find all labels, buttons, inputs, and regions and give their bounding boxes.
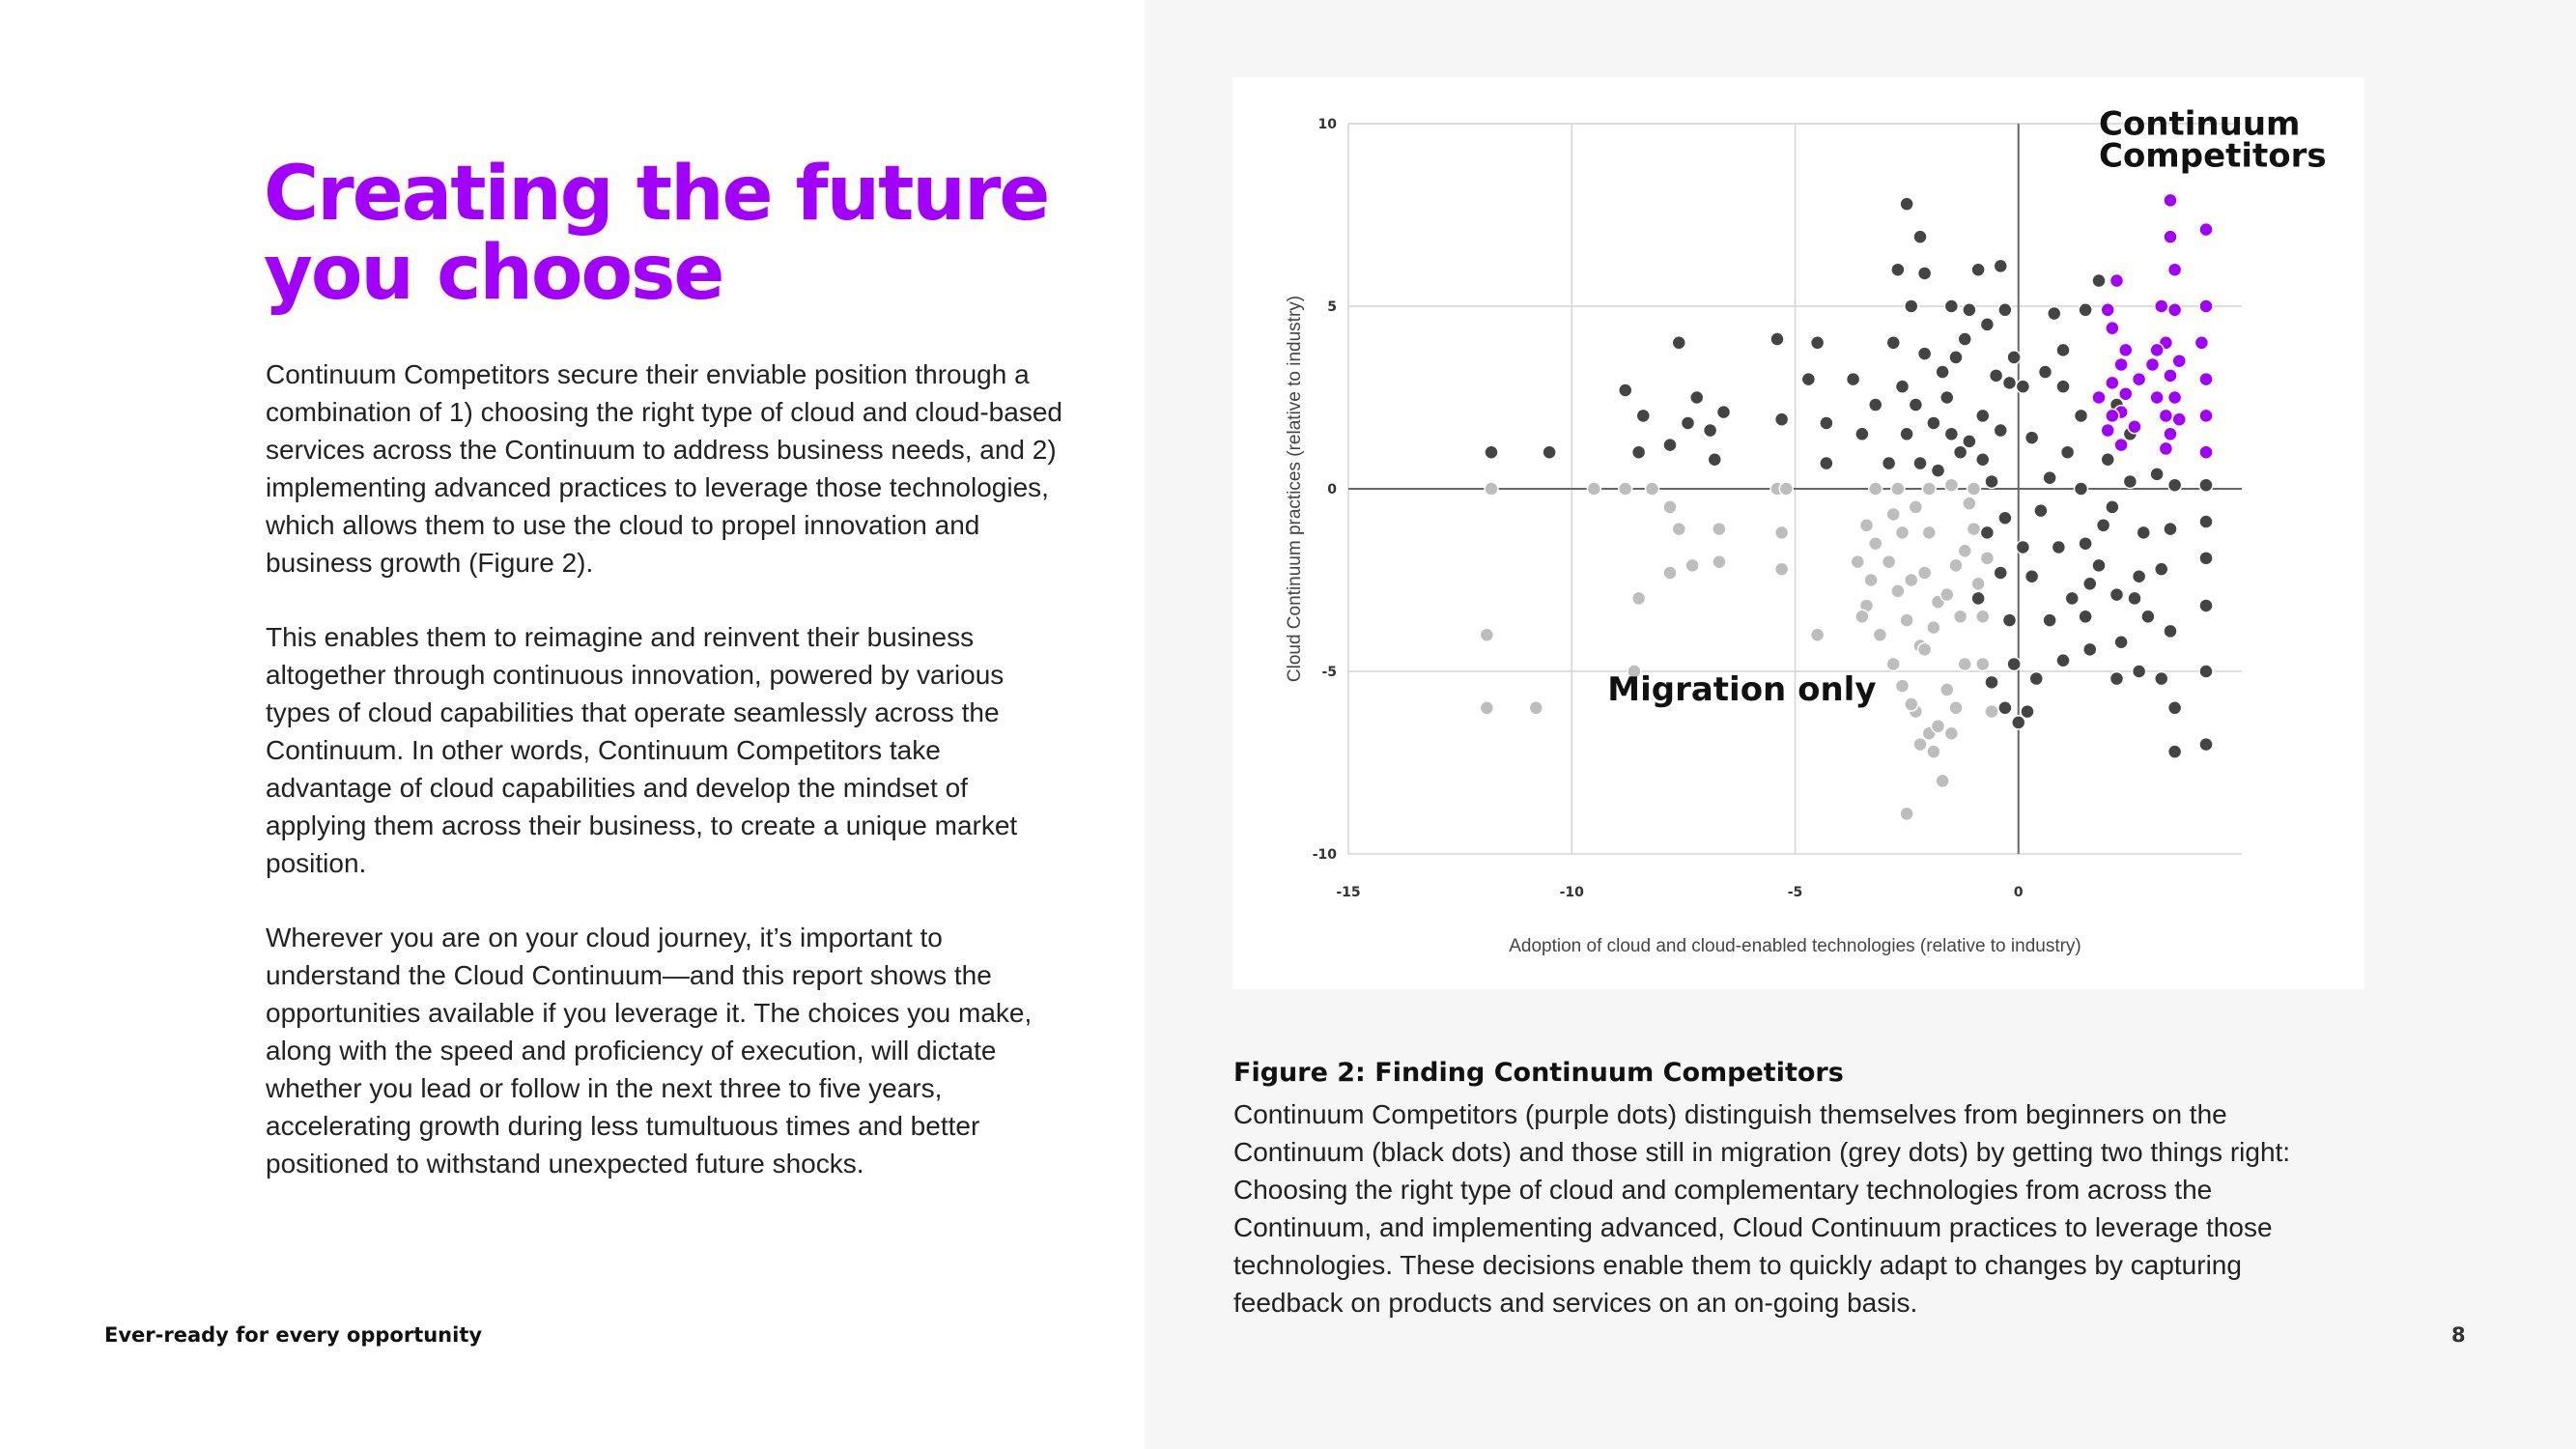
data-point [2114,357,2128,371]
data-point [1855,610,1869,623]
x-tick-label: -10 [1559,885,1584,900]
data-point [2110,274,2124,288]
data-point [1985,705,1998,719]
data-point [1900,613,1913,627]
data-point [1994,259,2007,272]
data-point [2199,373,2213,386]
data-point [1896,380,1910,393]
data-point [2016,540,2029,554]
data-point [2199,515,2213,528]
annotation-migration-only: Migration only [1607,670,1877,710]
data-point [2119,387,2133,401]
data-point [2106,322,2119,335]
data-point [2097,519,2110,532]
data-point [2056,343,2070,356]
data-point [2133,665,2146,678]
data-point [1967,482,1981,496]
data-point [1909,500,1922,514]
data-point [1998,511,2012,525]
data-point [2199,738,2213,752]
data-point [2133,570,2146,583]
x-tick-label: -15 [1336,885,1361,900]
data-point [2083,642,2097,656]
data-point [1971,263,1985,276]
y-tick-label: 0 [1327,482,1337,497]
data-point [1485,482,1498,496]
data-point [1864,574,1878,587]
data-point [1913,738,1927,752]
data-point [2137,526,2150,539]
data-point [1976,610,1990,623]
data-point [1905,697,1918,711]
data-point [1869,482,1882,496]
data-point [1480,701,1493,715]
page-number: 8 [2451,1323,2466,1347]
data-point [2128,420,2141,434]
data-point [1801,373,1815,386]
data-point [1587,482,1600,496]
data-point [1905,574,1918,587]
data-point [2110,588,2124,602]
data-point [1820,457,1833,470]
y-tick-label: -5 [1321,665,1337,680]
data-point [1619,482,1632,496]
data-point [1913,457,1927,470]
chart-card [1232,77,2364,989]
data-point [1682,416,1695,430]
data-point [2168,303,2182,317]
data-point [1958,657,1971,670]
data-point [1851,555,1864,569]
data-point [1860,519,1874,532]
data-point [2021,705,2034,719]
data-point [2159,441,2172,455]
data-point [1940,391,1954,405]
data-point [1944,427,1958,440]
data-point [2159,409,2172,422]
data-point [2164,427,2177,440]
data-point [2025,570,2039,583]
x-axis-label: Adoption of cloud and cloud-enabled technologies (relative to industry) [1509,936,2081,956]
data-point [1932,720,1945,733]
data-point [1918,347,1932,360]
data-point [1873,628,1886,641]
data-point [1958,544,1971,557]
data-point [2164,230,2177,243]
data-point [2003,376,2017,389]
data-point [2168,745,2182,758]
data-point [2106,376,2119,389]
data-point [1936,774,1949,787]
body-paragraph-1: Continuum Competitors secure their enviable position through a combination of 1) choosing the right type of cloud and cloud-based services across the Continuum to address business needs, and 2) implementing advanced practices to leverage those technologies, which allows them to use the cloud to propel innovation and business growth (Figure 2). [266,359,1062,578]
data-point [1922,482,1936,496]
data-point [2012,716,2025,729]
data-point [1954,445,1967,459]
data-point [2155,562,2168,576]
data-point [1704,424,1717,438]
data-point [1717,406,1731,419]
data-point [1958,332,1971,346]
data-point [1896,679,1910,693]
data-point [1485,445,1498,459]
data-point [2199,445,2213,459]
series-migration-only [1480,478,1998,820]
data-point [1646,482,1659,496]
data-point [2034,504,2048,518]
data-point [2110,672,2124,686]
data-points [1480,193,2213,820]
data-point [1882,457,1896,470]
data-point [2061,445,2075,459]
data-point [1869,537,1882,551]
data-point [1632,591,1646,605]
data-point [1971,591,1985,605]
y-tick-label: -10 [1312,847,1337,863]
data-point [1811,336,1825,350]
data-point [1619,384,1632,397]
y-axis-label: Cloud Continuum practices (relative to industry) [1285,295,1305,683]
data-point [1663,439,1677,452]
data-point [1922,526,1936,539]
figure-title: Figure 2: Finding Continuum Competitors [1233,1058,1844,1088]
annotation-continuum-competitors-line2: Competitors [2099,136,2327,176]
data-point [2101,424,2114,438]
data-point [1847,373,1860,386]
data-point [2119,343,2133,356]
data-point [2007,657,2021,670]
data-point [1918,566,1932,580]
data-point [1886,336,1900,350]
data-point [1994,424,2007,438]
data-point [2199,599,2213,612]
footer-label: Ever-ready for every opportunity [104,1323,483,1347]
data-point [1663,500,1677,514]
data-point [2092,391,2106,405]
data-point [1713,523,1726,536]
data-point [1918,267,1932,280]
data-point [1927,745,1940,758]
data-point [2007,351,2021,364]
data-point [2168,478,2182,492]
data-point [1909,398,1922,412]
data-point [2052,540,2065,554]
data-point [2199,552,2213,565]
data-point [1949,351,1963,364]
data-point [2133,373,2146,386]
data-point [2155,672,2168,686]
y-tick-label: 10 [1317,117,1337,132]
data-point [1967,523,1981,536]
data-point [1811,628,1825,641]
data-point [2164,624,2177,638]
data-point [2155,299,2168,313]
data-point [1891,482,1905,496]
figure-caption: Continuum Competitors (purple dots) distinguish themselves from beginners on the Continuum (black dots) and those still in migration (grey dots) by getting two things right: Choosing the right type of cloud and complementary technologies from across the Continuum, and implementing advanced, Cloud Continuum practices to leverage those technologies. These decisions enable them to quickly adapt to changes by capturing feedback on products and services on an on-going basis. [1233,1099,2291,1318]
data-point [2025,431,2039,444]
data-point [1685,558,1699,572]
data-point [2199,299,2213,313]
data-point [1891,584,1905,598]
body-paragraph-3: Wherever you are on your cloud journey, it’s important to understand the Cloud Continuum—and this report shows the opportunities available if you leverage it. The choices you make, along with the speed and proficiency of execution, will dictate whether you lead or follow in the next three to five years, accelerating growth during less tumultuous times and better positioned to withstand unexpected future shocks. [266,923,1033,1179]
data-point [2092,274,2106,288]
data-point [2150,391,2164,405]
data-point [1543,445,1556,459]
data-point [1820,416,1833,430]
data-point [1896,526,1910,539]
data-point [1944,478,1958,492]
data-point [1882,555,1896,569]
data-point [1672,523,1685,536]
body-paragraph-2: This enables them to reimagine and reinvent their business altogether through continuous innovation, powered by various types of cloud capabilities that operate seamlessly across the Continuum. In other words, Continuum Competitors take advantage of cloud capabilities and develop the mindset of applying them across their business, to create a unique market position. [266,622,1018,878]
data-point [2106,500,2119,514]
data-point [2003,613,2017,627]
data-point [2056,654,2070,668]
data-point [2039,365,2052,379]
data-point [2075,482,2088,496]
data-point [1672,336,1685,350]
data-point [1886,657,1900,670]
data-point [2123,474,2137,488]
data-point [1905,299,1918,313]
data-point [1944,726,1958,740]
data-point [1976,453,1990,467]
data-point [1980,526,1994,539]
data-point [2150,468,2164,481]
data-point [1990,369,2003,383]
data-point [1855,427,1869,440]
data-point [1949,558,1963,572]
data-point [2172,355,2186,368]
data-point [2199,409,2213,422]
data-point [2146,357,2160,371]
data-point [1900,807,1913,820]
data-point [1963,497,1976,510]
data-point [2164,193,2177,207]
data-point [1963,435,1976,448]
data-point [1932,464,1945,477]
data-point [2043,613,2056,627]
data-point [2016,380,2029,393]
data-point [1949,701,1963,715]
y-tick-label: 5 [1327,299,1337,315]
data-point [2164,369,2177,383]
data-point [1998,303,2012,317]
data-point [1632,445,1646,459]
data-point [2141,610,2155,623]
data-point [1954,610,1967,623]
data-point [2065,591,2079,605]
series-continuum-competitors [2092,193,2213,459]
data-point [1779,482,1793,496]
data-point [1886,507,1900,521]
data-point [1940,588,1954,602]
data-point [1994,566,2007,580]
data-point [2164,523,2177,536]
data-point [2056,380,2070,393]
data-point [2101,453,2114,467]
data-point [1775,412,1789,426]
data-point [2168,701,2182,715]
data-point [1869,398,1882,412]
data-point [1963,303,1976,317]
data-point [2079,303,2092,317]
data-point [1980,552,1994,565]
data-point [1708,453,1721,467]
scatter-chart [1232,77,2364,989]
data-point [1663,566,1677,580]
data-point [2101,303,2114,317]
data-point [1940,683,1954,696]
data-point [1775,526,1789,539]
annotation-continuum-competitors: Continuum [2099,104,2301,144]
data-point [2048,307,2061,321]
data-point [2106,409,2119,422]
data-point [2199,478,2213,492]
data-point [1985,675,1998,689]
data-point [2075,409,2088,422]
data-point [2199,665,2213,678]
data-point [1480,628,1493,641]
data-point [1529,701,1543,715]
data-point [2043,471,2056,485]
data-point [1690,391,1704,405]
data-point [1900,427,1913,440]
data-point [2092,558,2106,572]
data-point [1976,657,1990,670]
data-point [2114,636,2128,649]
data-point [1918,642,1932,656]
page-title: Creating the future you choose [264,151,1049,317]
data-point [2199,223,2213,237]
data-point [2172,412,2186,426]
data-point [1775,562,1789,576]
data-point [1927,621,1940,635]
x-tick-label: -5 [1787,885,1803,900]
data-point [1891,263,1905,276]
data-point [2150,343,2164,356]
data-point [1936,365,1949,379]
data-point [1998,701,2012,715]
data-point [2079,610,2092,623]
data-point [1636,409,1650,422]
data-point [2194,336,2208,350]
data-point [2128,591,2141,605]
data-point [1927,416,1940,430]
data-point [1971,577,1985,590]
data-point [2079,537,2092,551]
x-tick-label: 0 [2013,885,2024,900]
data-point [2029,672,2043,686]
data-point [2083,577,2097,590]
data-point [2168,263,2182,276]
data-point [1770,332,1784,346]
data-point [1985,474,1998,488]
data-point [1976,409,1990,422]
data-point [2168,391,2182,405]
data-point [1900,197,1913,211]
data-point [1980,318,1994,331]
data-point [2114,439,2128,452]
data-point [1713,555,1726,569]
data-point [1913,230,1927,243]
data-point [1944,299,1958,313]
